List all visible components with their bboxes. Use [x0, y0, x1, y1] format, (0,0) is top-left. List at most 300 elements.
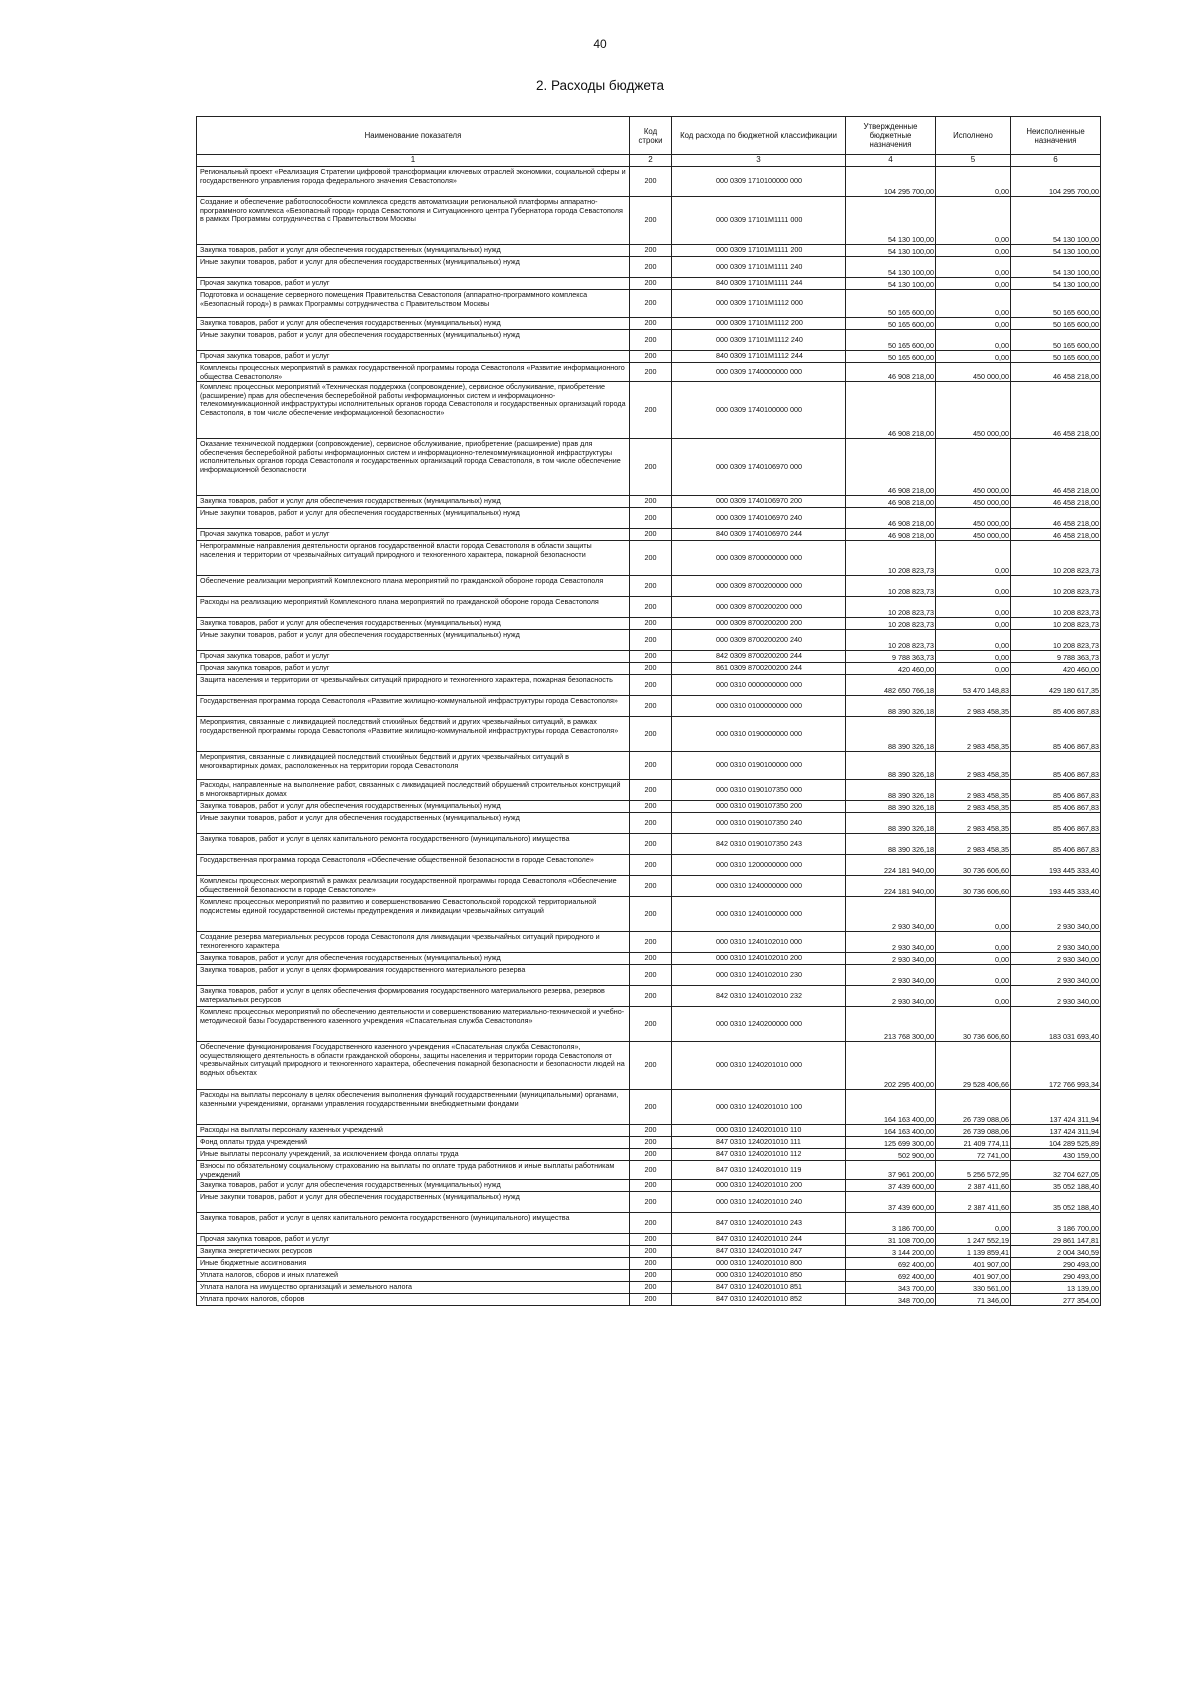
row-executed: 2 983 458,35: [936, 813, 1011, 834]
row-executed: 0,00: [936, 245, 1011, 257]
table-row: [197, 813, 1101, 834]
row-line-code: 200: [630, 813, 672, 834]
row-executed: 0,00: [936, 897, 1011, 932]
row-name: Прочая закупка товаров, работ и услуг: [197, 651, 630, 663]
row-name: Мероприятия, связанные с ликвидацией последствий стихийных бедствий и других чрезвычайных ситуаций, в рамках государственной программы города Севастополя «Развитие жилищно-коммунальной инфраструктуры города Севастополя»: [197, 717, 630, 752]
row-remaining: 104 295 700,00: [1011, 167, 1101, 197]
row-line-code: 200: [630, 752, 672, 780]
section-title: 2. Расходы бюджета: [535, 78, 665, 93]
row-kbk: 840 0309 17101M1111 244: [672, 278, 846, 290]
row-name: Иные бюджетные ассигнования: [197, 1258, 630, 1270]
table-row: [197, 1282, 1101, 1294]
row-name: Закупка товаров, работ и услуг в целях капитального ремонта государственного (муниципального) имущества: [197, 1213, 630, 1234]
row-approved: 50 165 600,00: [846, 318, 936, 330]
row-line-code: 200: [630, 439, 672, 496]
row-name: Подготовка и оснащение серверного помещения Правительства Севастополя (аппаратно-программного комплекса «Безопасный город») в рамках Программы сотрудничества с Правительством Москвы: [197, 290, 630, 318]
row-executed: 29 528 406,66: [936, 1042, 1011, 1090]
row-name: Комплексы процессных мероприятий в рамках государственной программы города Севастополя «Развитие информационного общества Севастополя»: [197, 363, 630, 382]
row-executed: 450 000,00: [936, 496, 1011, 508]
row-line-code: 200: [630, 597, 672, 618]
row-line-code: 200: [630, 197, 672, 245]
row-approved: 54 130 100,00: [846, 197, 936, 245]
row-line-code: 200: [630, 1125, 672, 1137]
row-kbk: 000 0310 1240201010 100: [672, 1090, 846, 1125]
row-name: Государственная программа города Севастополя «Развитие жилищно-коммунальной инфраструктуры города Севастополя»: [197, 696, 630, 717]
table-row: [197, 1042, 1101, 1090]
row-kbk: 000 0309 1740106970 200: [672, 496, 846, 508]
row-approved: 37 961 200,00: [846, 1161, 936, 1180]
table-row: [197, 1161, 1101, 1180]
row-line-code: 200: [630, 986, 672, 1007]
row-kbk: 842 0309 8700200200 244: [672, 651, 846, 663]
table-row: [197, 1149, 1101, 1161]
row-line-code: 200: [630, 382, 672, 439]
row-executed: 450 000,00: [936, 382, 1011, 439]
row-executed: 401 907,00: [936, 1270, 1011, 1282]
row-approved: 202 295 400,00: [846, 1042, 936, 1090]
row-remaining: 193 445 333,40: [1011, 876, 1101, 897]
row-approved: 88 390 326,18: [846, 813, 936, 834]
row-executed: 2 983 458,35: [936, 717, 1011, 752]
row-line-code: 200: [630, 167, 672, 197]
row-kbk: 847 0310 1240201010 247: [672, 1246, 846, 1258]
row-remaining: 10 208 823,73: [1011, 597, 1101, 618]
row-approved: 54 130 100,00: [846, 278, 936, 290]
row-approved: 37 439 600,00: [846, 1192, 936, 1213]
row-approved: 31 108 700,00: [846, 1234, 936, 1246]
row-name: Закупка товаров, работ и услуг для обеспечения государственных (муниципальных) нужд: [197, 496, 630, 508]
row-name: Закупка товаров, работ и услуг в целях капитального ремонта государственного (муниципального) имущества: [197, 834, 630, 855]
table-row: [197, 1007, 1101, 1042]
row-approved: 50 165 600,00: [846, 351, 936, 363]
row-kbk: 000 0309 1740106970 240: [672, 508, 846, 529]
row-remaining: 54 130 100,00: [1011, 257, 1101, 278]
table-row: [197, 752, 1101, 780]
table-row: [197, 363, 1101, 382]
row-name: Уплата налога на имущество организаций и земельного налога: [197, 1282, 630, 1294]
row-remaining: 50 165 600,00: [1011, 318, 1101, 330]
row-approved: 420 460,00: [846, 663, 936, 675]
row-line-code: 200: [630, 576, 672, 597]
row-name: Закупка товаров, работ и услуг для обеспечения государственных (муниципальных) нужд: [197, 245, 630, 257]
row-name: Региональный проект «Реализация Стратегии цифровой трансформации ключевых отраслей экономики, социальной сферы и государственного управления города федерального значения Севастополя»: [197, 167, 630, 197]
row-remaining: 10 208 823,73: [1011, 576, 1101, 597]
row-line-code: 200: [630, 1137, 672, 1149]
row-kbk: 842 0310 1240102010 232: [672, 986, 846, 1007]
row-remaining: 29 861 147,81: [1011, 1234, 1101, 1246]
row-name: Закупка товаров, работ и услуг для обеспечения государственных (муниципальных) нужд: [197, 953, 630, 965]
row-approved: 50 165 600,00: [846, 330, 936, 351]
row-line-code: 200: [630, 630, 672, 651]
row-name: Расходы на реализацию мероприятий Комплексного плана мероприятий по гражданской обороне города Севастополя: [197, 597, 630, 618]
header-name: Наименование показателя: [197, 117, 630, 155]
row-approved: 502 900,00: [846, 1149, 936, 1161]
row-kbk: 000 0309 17101M1112 200: [672, 318, 846, 330]
row-kbk: 000 0310 1240201010 110: [672, 1125, 846, 1137]
row-name: Иные выплаты персоналу учреждений, за исключением фонда оплаты труда: [197, 1149, 630, 1161]
row-remaining: 277 354,00: [1011, 1294, 1101, 1306]
header-executed: Исполнено: [936, 117, 1011, 155]
table-row: [197, 651, 1101, 663]
row-name: Расходы, направленные на выполнение работ, связанных с ликвидацией последствий обрушений строительных конструкций в многоквартирных домах: [197, 780, 630, 801]
table-row: [197, 717, 1101, 752]
row-name: Оказание технической поддержки (сопровождение), сервисное обслуживание, приобретение (расширение) прав для обеспечения бесперебойной работы информационных систем и информационно-телекоммуникационной инфраструктуры исполнительных органов города Севастополя и государственных организаций города Севастополя, в том числе обеспечение информационной безопасности: [197, 439, 630, 496]
table-row: [197, 1137, 1101, 1149]
row-name: Прочая закупка товаров, работ и услуг: [197, 278, 630, 290]
column-number: 4: [846, 155, 936, 167]
row-remaining: 193 445 333,40: [1011, 855, 1101, 876]
row-line-code: 200: [630, 717, 672, 752]
row-remaining: 85 406 867,83: [1011, 780, 1101, 801]
column-number: 3: [672, 155, 846, 167]
row-executed: 1 247 552,19: [936, 1234, 1011, 1246]
row-executed: 0,00: [936, 167, 1011, 197]
row-name: Закупка товаров, работ и услуг для обеспечения государственных (муниципальных) нужд: [197, 1180, 630, 1192]
row-remaining: 54 130 100,00: [1011, 278, 1101, 290]
row-kbk: 000 0310 0100000000 000: [672, 696, 846, 717]
row-name: Закупка энергетических ресурсов: [197, 1246, 630, 1258]
row-line-code: 200: [630, 1180, 672, 1192]
row-approved: 10 208 823,73: [846, 618, 936, 630]
row-line-code: 200: [630, 1282, 672, 1294]
row-approved: 343 700,00: [846, 1282, 936, 1294]
row-executed: 0,00: [936, 197, 1011, 245]
row-kbk: 000 0310 1240102010 230: [672, 965, 846, 986]
table-row: [197, 541, 1101, 576]
row-line-code: 200: [630, 363, 672, 382]
row-executed: 72 741,00: [936, 1149, 1011, 1161]
table-row: [197, 876, 1101, 897]
row-kbk: 000 0309 1740106970 000: [672, 439, 846, 496]
table-row: [197, 576, 1101, 597]
row-kbk: 000 0310 1240000000 000: [672, 876, 846, 897]
row-kbk: 000 0310 0190107350 240: [672, 813, 846, 834]
table-row: [197, 167, 1101, 197]
row-kbk: 000 0310 0190107350 000: [672, 780, 846, 801]
row-executed: 0,00: [936, 965, 1011, 986]
row-remaining: 13 139,00: [1011, 1282, 1101, 1294]
row-kbk: 000 0309 1740000000 000: [672, 363, 846, 382]
row-remaining: 46 458 218,00: [1011, 508, 1101, 529]
row-remaining: 420 460,00: [1011, 663, 1101, 675]
row-name: Прочая закупка товаров, работ и услуг: [197, 351, 630, 363]
row-kbk: 847 0310 1240201010 851: [672, 1282, 846, 1294]
row-name: Закупка товаров, работ и услуг в целях формирования государственного материального резерва: [197, 965, 630, 986]
row-remaining: 54 130 100,00: [1011, 197, 1101, 245]
row-line-code: 200: [630, 245, 672, 257]
row-line-code: 200: [630, 330, 672, 351]
row-line-code: 200: [630, 541, 672, 576]
row-remaining: 290 493,00: [1011, 1270, 1101, 1282]
table-row: [197, 197, 1101, 245]
row-approved: 88 390 326,18: [846, 834, 936, 855]
row-approved: 2 930 340,00: [846, 932, 936, 953]
row-approved: 125 699 300,00: [846, 1137, 936, 1149]
row-line-code: 200: [630, 1294, 672, 1306]
row-executed: 0,00: [936, 651, 1011, 663]
row-kbk: 000 0309 17101M1111 240: [672, 257, 846, 278]
row-kbk: 000 0309 1710100000 000: [672, 167, 846, 197]
row-kbk: 000 0310 1240102010 000: [672, 932, 846, 953]
row-approved: 88 390 326,18: [846, 780, 936, 801]
row-executed: 71 346,00: [936, 1294, 1011, 1306]
row-name: Иные закупки товаров, работ и услуг для обеспечения государственных (муниципальных) нужд: [197, 630, 630, 651]
row-remaining: 54 130 100,00: [1011, 245, 1101, 257]
row-name: Прочая закупка товаров, работ и услуг: [197, 663, 630, 675]
row-kbk: 847 0310 1240201010 243: [672, 1213, 846, 1234]
table-row: [197, 855, 1101, 876]
row-name: Обеспечение реализации мероприятий Комплексного плана мероприятий по гражданской обороне города Севастополя: [197, 576, 630, 597]
row-approved: 104 295 700,00: [846, 167, 936, 197]
column-number: 5: [936, 155, 1011, 167]
row-remaining: 85 406 867,83: [1011, 834, 1101, 855]
row-remaining: 2 930 340,00: [1011, 986, 1101, 1007]
row-approved: 88 390 326,18: [846, 752, 936, 780]
row-remaining: 10 208 823,73: [1011, 618, 1101, 630]
column-number-row: [197, 155, 1101, 167]
row-approved: 2 930 340,00: [846, 986, 936, 1007]
row-line-code: 200: [630, 1234, 672, 1246]
table-row: [197, 663, 1101, 675]
table-header-row: [197, 117, 1101, 155]
table-row: [197, 496, 1101, 508]
row-approved: 10 208 823,73: [846, 597, 936, 618]
row-executed: 0,00: [936, 351, 1011, 363]
row-name: Комплекс процессных мероприятий по обеспечению деятельности и совершенствованию материально-технической и учебно-методической базы Государственного казенного учреждения «Спасательная служба Севастополя»: [197, 1007, 630, 1042]
row-kbk: 000 0309 8700200200 240: [672, 630, 846, 651]
row-executed: 0,00: [936, 330, 1011, 351]
column-number: 6: [1011, 155, 1101, 167]
row-executed: 26 739 088,06: [936, 1125, 1011, 1137]
row-line-code: 200: [630, 1258, 672, 1270]
row-remaining: 9 788 363,73: [1011, 651, 1101, 663]
row-remaining: 85 406 867,83: [1011, 801, 1101, 813]
row-remaining: 137 424 311,94: [1011, 1090, 1101, 1125]
table-row: [197, 675, 1101, 696]
row-line-code: 200: [630, 1090, 672, 1125]
row-executed: 0,00: [936, 257, 1011, 278]
row-name: Комплекс процессных мероприятий по развитию и совершенствованию Севастопольской городской территориальной подсистемы единой государственной системы предупреждения и ликвидации чрезвычайных ситуаций: [197, 897, 630, 932]
row-kbk: 861 0309 8700200200 244: [672, 663, 846, 675]
row-name: Уплата прочих налогов, сборов: [197, 1294, 630, 1306]
table-row: [197, 1258, 1101, 1270]
row-executed: 2 387 411,60: [936, 1192, 1011, 1213]
row-name: Расходы на выплаты персоналу в целях обеспечения выполнения функций государственными (муниципальными) органами, казенными учреждениями, органами управления государственными внебюджетными фондами: [197, 1090, 630, 1125]
row-executed: 450 000,00: [936, 363, 1011, 382]
row-line-code: 200: [630, 696, 672, 717]
table-row: [197, 1246, 1101, 1258]
row-remaining: 2 930 340,00: [1011, 965, 1101, 986]
row-remaining: 85 406 867,83: [1011, 813, 1101, 834]
row-approved: 3 144 200,00: [846, 1246, 936, 1258]
row-kbk: 000 0309 17101M1112 240: [672, 330, 846, 351]
row-executed: 0,00: [936, 663, 1011, 675]
row-name: Иные закупки товаров, работ и услуг для обеспечения государственных (муниципальных) нужд: [197, 813, 630, 834]
table-row: [197, 801, 1101, 813]
row-line-code: 200: [630, 1246, 672, 1258]
row-approved: 482 650 766,18: [846, 675, 936, 696]
row-executed: 0,00: [936, 318, 1011, 330]
row-kbk: 000 0309 8700200200 200: [672, 618, 846, 630]
row-line-code: 200: [630, 508, 672, 529]
row-kbk: 847 0310 1240201010 119: [672, 1161, 846, 1180]
row-name: Уплата налогов, сборов и иных платежей: [197, 1270, 630, 1282]
row-name: Расходы на выплаты персоналу казенных учреждений: [197, 1125, 630, 1137]
row-executed: 0,00: [936, 618, 1011, 630]
row-line-code: 200: [630, 1192, 672, 1213]
row-approved: 54 130 100,00: [846, 257, 936, 278]
table-row: [197, 953, 1101, 965]
row-kbk: 847 0310 1240201010 852: [672, 1294, 846, 1306]
row-executed: 21 409 774,11: [936, 1137, 1011, 1149]
row-name: Иные закупки товаров, работ и услуг для обеспечения государственных (муниципальных) нужд: [197, 1192, 630, 1213]
row-remaining: 46 458 218,00: [1011, 439, 1101, 496]
row-approved: 88 390 326,18: [846, 801, 936, 813]
row-remaining: 50 165 600,00: [1011, 330, 1101, 351]
row-executed: 0,00: [936, 541, 1011, 576]
row-approved: 88 390 326,18: [846, 717, 936, 752]
row-name: Создание и обеспечение работоспособности комплекса средств автоматизации региональной платформы аппаратно-программного комплекса «Безопасный город» города Севастополя и Ситуационного центра Губернатора города Севастополя в рамках Программы сотрудничества с Правительством Москвы: [197, 197, 630, 245]
row-executed: 30 736 606,60: [936, 1007, 1011, 1042]
row-line-code: 200: [630, 876, 672, 897]
row-kbk: 847 0310 1240201010 244: [672, 1234, 846, 1246]
row-executed: 0,00: [936, 278, 1011, 290]
row-line-code: 200: [630, 801, 672, 813]
row-approved: 46 908 218,00: [846, 363, 936, 382]
row-remaining: 10 208 823,73: [1011, 630, 1101, 651]
row-approved: 2 930 340,00: [846, 965, 936, 986]
header-remaining: Неисполненные назначения: [1011, 117, 1101, 155]
table-row: [197, 1234, 1101, 1246]
row-approved: 9 788 363,73: [846, 651, 936, 663]
row-remaining: 46 458 218,00: [1011, 382, 1101, 439]
row-line-code: 200: [630, 1007, 672, 1042]
row-executed: 30 736 606,60: [936, 855, 1011, 876]
row-name: Иные закупки товаров, работ и услуг для обеспечения государственных (муниципальных) нужд: [197, 330, 630, 351]
row-remaining: 2 930 340,00: [1011, 932, 1101, 953]
table-row: [197, 382, 1101, 439]
header-line-code: Код строки: [630, 117, 672, 155]
row-kbk: 842 0310 0190107350 243: [672, 834, 846, 855]
row-executed: 0,00: [936, 290, 1011, 318]
row-name: Мероприятия, связанные с ликвидацией последствий стихийных бедствий и других чрезвычайных ситуаций в многоквартирных домах, расположенных на территории города Севастополя: [197, 752, 630, 780]
row-name: Обеспечение функционирования Государственного казенного учреждения «Спасательная служба Севастополя», осуществляющего деятельность в области гражданской обороны, защиты населения и территории города Севастополя от чрезвычайных ситуаций природного и техногенного характера, обеспечения пожарной безопасности и безопасности людей на водных объектах: [197, 1042, 630, 1090]
table-row: [197, 529, 1101, 541]
row-kbk: 000 0310 0190107350 200: [672, 801, 846, 813]
row-remaining: 85 406 867,83: [1011, 752, 1101, 780]
table-row: [197, 932, 1101, 953]
row-line-code: 200: [630, 618, 672, 630]
table-row: [197, 986, 1101, 1007]
row-approved: 224 181 940,00: [846, 855, 936, 876]
row-line-code: 200: [630, 1161, 672, 1180]
row-kbk: 000 0309 17101M1112 000: [672, 290, 846, 318]
row-name: Закупка товаров, работ и услуг для обеспечения государственных (муниципальных) нужд: [197, 801, 630, 813]
table-row: [197, 597, 1101, 618]
row-kbk: 000 0310 1240201010 240: [672, 1192, 846, 1213]
table-row: [197, 630, 1101, 651]
row-remaining: 2 930 340,00: [1011, 897, 1101, 932]
row-kbk: 000 0310 1240102010 200: [672, 953, 846, 965]
row-name: Закупка товаров, работ и услуг для обеспечения государственных (муниципальных) нужд: [197, 318, 630, 330]
row-executed: 0,00: [936, 576, 1011, 597]
row-remaining: 35 052 188,40: [1011, 1180, 1101, 1192]
row-approved: 213 768 300,00: [846, 1007, 936, 1042]
row-remaining: 32 704 627,05: [1011, 1161, 1101, 1180]
row-remaining: 46 458 218,00: [1011, 496, 1101, 508]
row-executed: 26 739 088,06: [936, 1090, 1011, 1125]
row-line-code: 200: [630, 780, 672, 801]
row-line-code: 200: [630, 1042, 672, 1090]
row-remaining: 85 406 867,83: [1011, 717, 1101, 752]
table-row: [197, 1294, 1101, 1306]
table-row: [197, 245, 1101, 257]
row-kbk: 000 0310 1240200000 000: [672, 1007, 846, 1042]
row-kbk: 847 0310 1240201010 111: [672, 1137, 846, 1149]
row-approved: 46 908 218,00: [846, 508, 936, 529]
row-approved: 88 390 326,18: [846, 696, 936, 717]
table-row: [197, 1180, 1101, 1192]
row-remaining: 2 004 340,59: [1011, 1246, 1101, 1258]
row-kbk: 000 0310 0190100000 000: [672, 752, 846, 780]
row-approved: 46 908 218,00: [846, 529, 936, 541]
row-line-code: 200: [630, 257, 672, 278]
row-line-code: 200: [630, 496, 672, 508]
column-number: 2: [630, 155, 672, 167]
table-row: [197, 1192, 1101, 1213]
row-line-code: 200: [630, 675, 672, 696]
row-kbk: 847 0310 1240201010 112: [672, 1149, 846, 1161]
table-row: [197, 257, 1101, 278]
row-approved: 46 908 218,00: [846, 382, 936, 439]
row-remaining: 137 424 311,94: [1011, 1125, 1101, 1137]
row-name: Взносы по обязательному социальному страхованию на выплаты по оплате труда работников и иные выплаты работникам учреждений: [197, 1161, 630, 1180]
row-executed: 0,00: [936, 1213, 1011, 1234]
row-approved: 2 930 340,00: [846, 897, 936, 932]
table-row: [197, 351, 1101, 363]
row-approved: 164 163 400,00: [846, 1125, 936, 1137]
row-kbk: 000 0310 0000000000 000: [672, 675, 846, 696]
row-name: Иные закупки товаров, работ и услуг для обеспечения государственных (муниципальных) нужд: [197, 257, 630, 278]
row-executed: 0,00: [936, 953, 1011, 965]
row-kbk: 000 0310 1240201010 200: [672, 1180, 846, 1192]
row-line-code: 200: [630, 290, 672, 318]
row-line-code: 200: [630, 953, 672, 965]
row-kbk: 000 0309 8700200000 000: [672, 576, 846, 597]
table-row: [197, 897, 1101, 932]
row-name: Защита населения и территории от чрезвычайных ситуаций природного и техногенного характера, пожарная безопасность: [197, 675, 630, 696]
row-approved: 46 908 218,00: [846, 439, 936, 496]
row-line-code: 200: [630, 897, 672, 932]
row-remaining: 183 031 693,40: [1011, 1007, 1101, 1042]
row-line-code: 200: [630, 278, 672, 290]
table-row: [197, 439, 1101, 496]
table-row: [197, 1090, 1101, 1125]
column-number: 1: [197, 155, 630, 167]
row-kbk: 000 0310 0190000000 000: [672, 717, 846, 752]
row-approved: 10 208 823,73: [846, 541, 936, 576]
row-line-code: 200: [630, 351, 672, 363]
table-row: [197, 1270, 1101, 1282]
row-line-code: 200: [630, 1270, 672, 1282]
row-line-code: 200: [630, 1213, 672, 1234]
row-remaining: 50 165 600,00: [1011, 290, 1101, 318]
row-executed: 330 561,00: [936, 1282, 1011, 1294]
row-remaining: 429 180 617,35: [1011, 675, 1101, 696]
row-executed: 53 470 148,83: [936, 675, 1011, 696]
row-kbk: 000 0309 8700200200 000: [672, 597, 846, 618]
row-line-code: 200: [630, 855, 672, 876]
